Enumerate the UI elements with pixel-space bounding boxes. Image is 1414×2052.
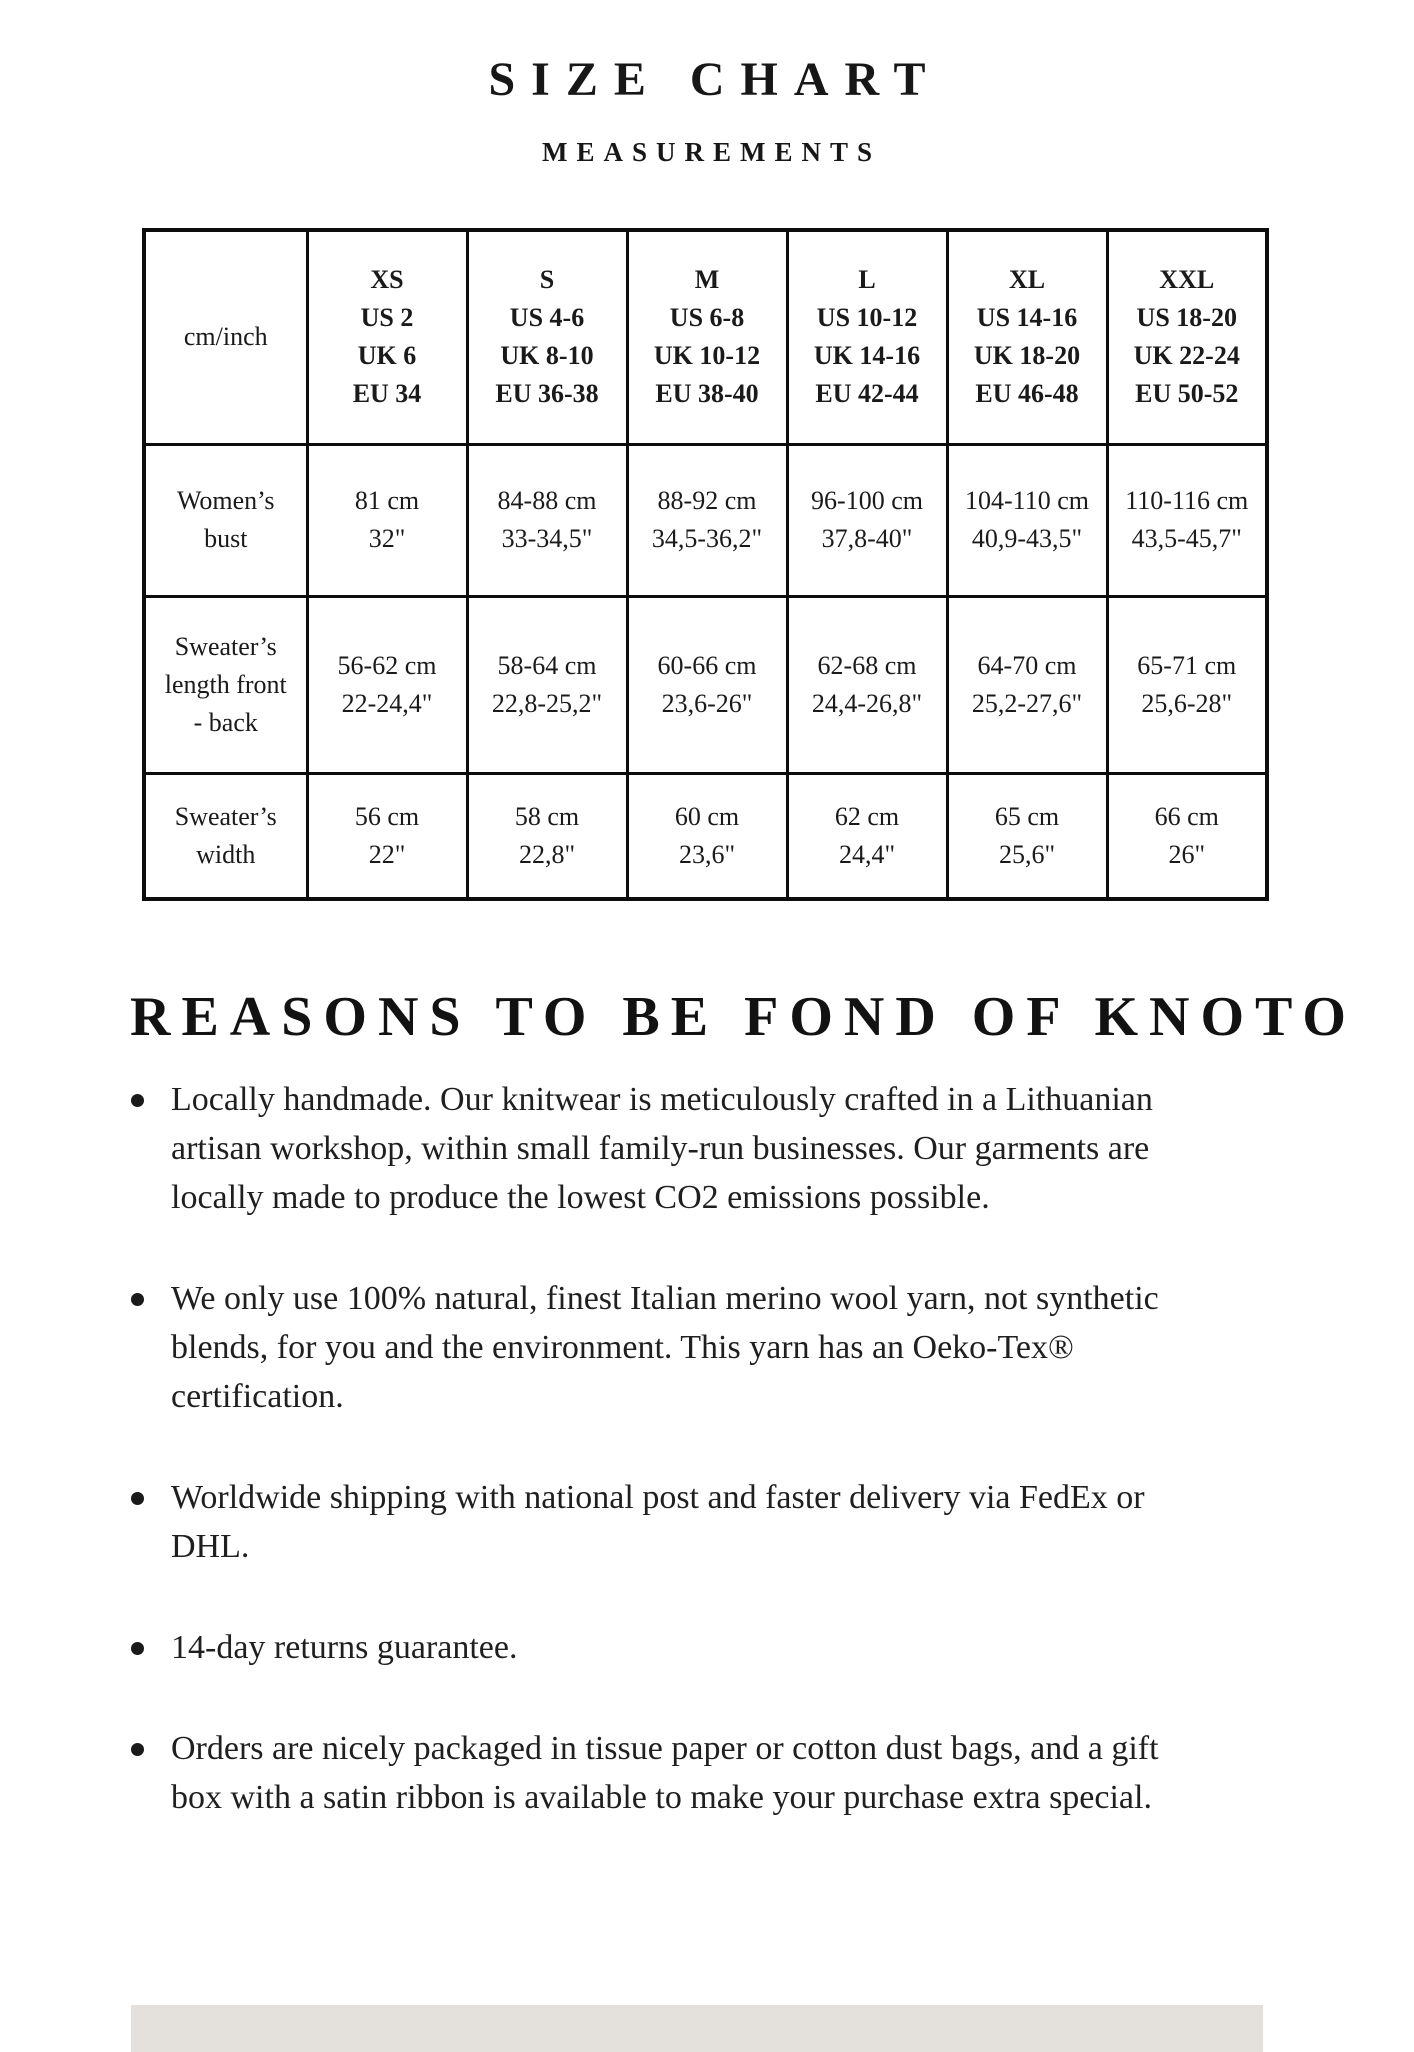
uk-size: UK 18-20 <box>973 341 1081 371</box>
size-column-header-xs <box>307 230 467 444</box>
cm-value: 104-110 cm <box>965 486 1089 515</box>
table-header-row <box>144 230 1267 444</box>
table-row-womens-bust <box>144 444 1267 596</box>
cm-value: 58 cm <box>514 801 580 831</box>
measurement-cell <box>947 773 1107 899</box>
size-label: XL <box>1008 265 1046 295</box>
us-size: US 14-16 <box>976 303 1078 333</box>
list-item <box>131 1623 1207 1672</box>
bullet-text: 14-day returns guarantee. <box>171 1629 518 1666</box>
list-item <box>131 1473 1207 1571</box>
inch-value: 22,8" <box>518 839 576 869</box>
bullet-text: We only use 100% natural, finest Italian merino wool yarn, not synthetic blends, for you and the environment. This yarn has an Oeko-Tex® certification. <box>171 1280 1159 1415</box>
eu-size: EU 34 <box>352 379 422 409</box>
cm-value: 62-68 cm <box>817 650 917 680</box>
cm-value: 56 cm <box>354 801 420 831</box>
measurement-cell <box>467 444 627 596</box>
measurement-cell <box>467 773 627 899</box>
size-label: M <box>694 265 720 295</box>
size-column-header-xl <box>947 230 1107 444</box>
measurement-cell <box>307 596 467 773</box>
measurement-cell <box>1107 596 1267 773</box>
list-item <box>131 1274 1207 1421</box>
measurement-cell <box>787 444 947 596</box>
uk-size: UK 8-10 <box>500 341 594 371</box>
table-row-sweater-width <box>144 773 1267 899</box>
uk-size: UK 6 <box>357 341 417 371</box>
cm-value: 96-100 cm <box>811 486 923 515</box>
size-chart-table <box>142 228 1269 901</box>
cm-value: 56-62 cm <box>337 650 437 680</box>
cm-value: 65-71 cm <box>1137 650 1237 680</box>
us-size: US 6-8 <box>669 303 745 333</box>
measurement-cell <box>947 444 1107 596</box>
measurement-cell <box>787 773 947 899</box>
inch-value: 40,9-43,5" <box>971 524 1083 553</box>
list-item <box>131 1075 1207 1222</box>
bullet-dot-icon <box>131 1492 144 1505</box>
cm-value: 66 cm <box>1154 801 1219 831</box>
bullet-text: Worldwide shipping with national post and faster delivery via FedEx or DHL. <box>171 1479 1145 1565</box>
inch-value: 32" <box>368 524 406 553</box>
row-label: Women’s bust <box>144 444 307 596</box>
measurement-cell <box>627 773 787 899</box>
inch-value: 26" <box>1168 839 1206 869</box>
cm-value: 64-70 cm <box>977 650 1077 680</box>
cm-value: 60 cm <box>674 801 740 831</box>
measurement-cell <box>467 596 627 773</box>
inch-value: 37,8-40" <box>821 524 913 553</box>
inch-value: 22,8-25,2" <box>491 688 603 718</box>
page-subtitle: MEASUREMENTS <box>541 137 882 167</box>
us-size: US 2 <box>360 303 414 333</box>
measurement-cell <box>627 444 787 596</box>
table-row-sweater-length <box>144 596 1267 773</box>
inch-value: 25,6" <box>998 839 1056 869</box>
cm-value: 65 cm <box>994 801 1060 831</box>
measurement-cell <box>947 596 1107 773</box>
eu-size: EU 46-48 <box>975 379 1079 409</box>
cm-value: 58-64 cm <box>497 650 597 680</box>
inch-value: 23,6" <box>678 839 736 869</box>
bullet-dot-icon <box>131 1094 144 1107</box>
cm-value: 110-116 cm <box>1125 486 1249 515</box>
size-column-header-l <box>787 230 947 444</box>
inch-value: 25,6-28" <box>1141 688 1233 718</box>
list-item <box>131 1724 1207 1822</box>
size-label: XXL <box>1159 265 1215 295</box>
us-size: US 4-6 <box>509 303 585 333</box>
bullet-dot-icon <box>131 1743 144 1756</box>
uk-size: UK 22-24 <box>1133 341 1240 371</box>
bullet-dot-icon <box>131 1642 144 1655</box>
size-column-header-m <box>627 230 787 444</box>
eu-size: EU 38-40 <box>655 379 759 409</box>
measurement-cell <box>787 596 947 773</box>
inch-value: 25,2-27,6" <box>971 688 1083 718</box>
inch-value: 24,4" <box>838 839 896 869</box>
inch-value: 43,5-45,7" <box>1131 524 1242 553</box>
bullet-text: Locally handmade. Our knitwear is meticulously crafted in a Lithuanian artisan workshop, within small family-run businesses. Our garments are locally made to produce the lowest CO2 emissions possible. <box>171 1081 1153 1216</box>
eu-size: EU 36-38 <box>495 379 599 409</box>
us-size: US 10-12 <box>816 303 918 333</box>
us-size: US 18-20 <box>1136 303 1237 333</box>
uk-size: UK 10-12 <box>653 341 761 371</box>
size-label: L <box>858 265 876 295</box>
page-title: SIZE CHART <box>488 53 942 106</box>
inch-value: 24,4-26,8" <box>811 688 923 718</box>
inch-value: 22" <box>368 839 406 869</box>
reasons-list <box>131 1075 1207 1822</box>
row-label: Sweater’s width <box>144 773 307 899</box>
cm-value: 84-88 cm <box>497 486 597 515</box>
bullet-text: Orders are nicely packaged in tissue paper or cotton dust bags, and a gift box with a satin ribbon is available to make your purchase extra special. <box>171 1730 1159 1816</box>
uk-size: UK 14-16 <box>813 341 921 371</box>
inch-value: 34,5-36,2" <box>651 524 763 553</box>
cm-value: 88-92 cm <box>657 486 757 515</box>
measurement-cell <box>1107 773 1267 899</box>
footer-background-bar <box>131 2005 1263 2052</box>
measurement-cell <box>307 444 467 596</box>
reasons-heading: REASONS TO BE FOND OF KNOTO <box>130 986 1357 1048</box>
cm-value: 62 cm <box>834 801 900 831</box>
measurement-cell <box>1107 444 1267 596</box>
size-column-header-s <box>467 230 627 444</box>
inch-value: 33-34,5" <box>501 524 593 553</box>
bullet-dot-icon <box>131 1293 144 1306</box>
corner-label: cm/inch <box>144 230 307 444</box>
size-label: XS <box>370 265 404 295</box>
cm-value: 81 cm <box>354 486 420 515</box>
eu-size: EU 50-52 <box>1135 379 1239 409</box>
inch-value: 23,6-26" <box>661 688 753 718</box>
measurement-cell <box>627 596 787 773</box>
eu-size: EU 42-44 <box>815 379 919 409</box>
row-label: Sweater’s length front - back <box>144 596 307 773</box>
size-column-header-xxl <box>1107 230 1267 444</box>
cm-value: 60-66 cm <box>657 650 757 680</box>
size-label: S <box>539 265 555 295</box>
measurement-cell <box>307 773 467 899</box>
inch-value: 22-24,4" <box>341 688 433 718</box>
